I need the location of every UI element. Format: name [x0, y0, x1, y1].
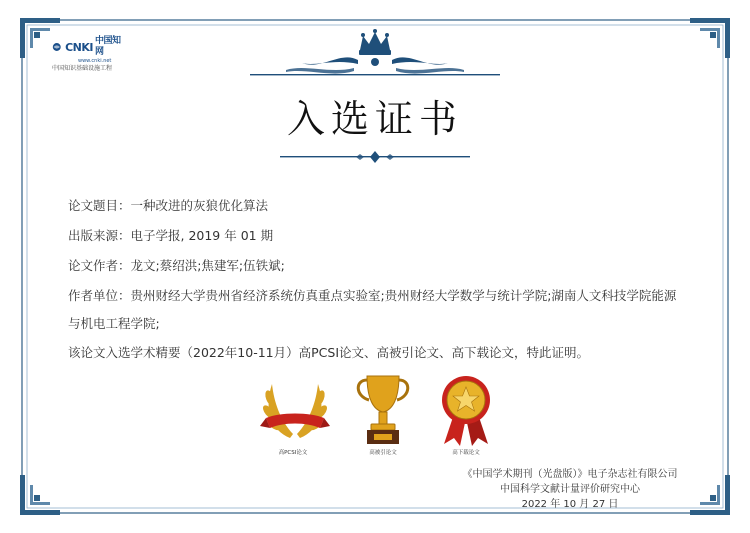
- award-label-download: 高下载论文: [452, 450, 480, 456]
- laurel-wreath-icon: [260, 372, 330, 444]
- cnki-globe-icon: [52, 41, 63, 53]
- issuer-company: 《中国学术期刊（光盘版）》电子杂志社有限公司: [462, 469, 678, 480]
- publication-source: 出版来源：电子学报, 2019 年 01 期: [68, 228, 274, 243]
- logo-mark: CNKI: [65, 40, 94, 54]
- award-label-cited: 高被引论文: [369, 450, 397, 456]
- medal-icon: [436, 372, 496, 446]
- author-affiliation-line1: 作者单位：贵州财经大学贵州省经济系统仿真重点实验室;贵州财经大学数学与统计学院;湖南人文科技学院能源: [68, 288, 677, 303]
- trophy-icon: [352, 372, 414, 446]
- award-label-pcsi: 高PCSI论文: [278, 450, 308, 456]
- logo-url: www.cnki.net: [78, 58, 112, 64]
- logo-cn-name: 中国知网: [95, 36, 121, 57]
- title-underline-ornament: [280, 150, 470, 164]
- certification-statement: 该论文入选学术精要（2022年10-11月）高PCSI论文、高被引论文、高下载论文，特此证明。: [68, 345, 590, 360]
- cnki-logo: [52, 36, 122, 72]
- author-affiliation-line2: 与机电工程学院;: [68, 316, 160, 331]
- issue-date: 2022 年 10 月 27 日: [521, 499, 619, 510]
- crown-ornament: [250, 28, 500, 80]
- paper-title: 论文题目：一种改进的灰狼优化算法: [68, 198, 269, 213]
- paper-authors: 论文作者：龙文;蔡绍洪;焦建军;伍铁斌;: [68, 258, 285, 273]
- certificate-title: 入选证书: [286, 97, 463, 141]
- issuer-center: 中国科学文献计量评价研究中心: [500, 484, 640, 495]
- logo-subtitle: 中国知识基础设施工程: [52, 65, 113, 72]
